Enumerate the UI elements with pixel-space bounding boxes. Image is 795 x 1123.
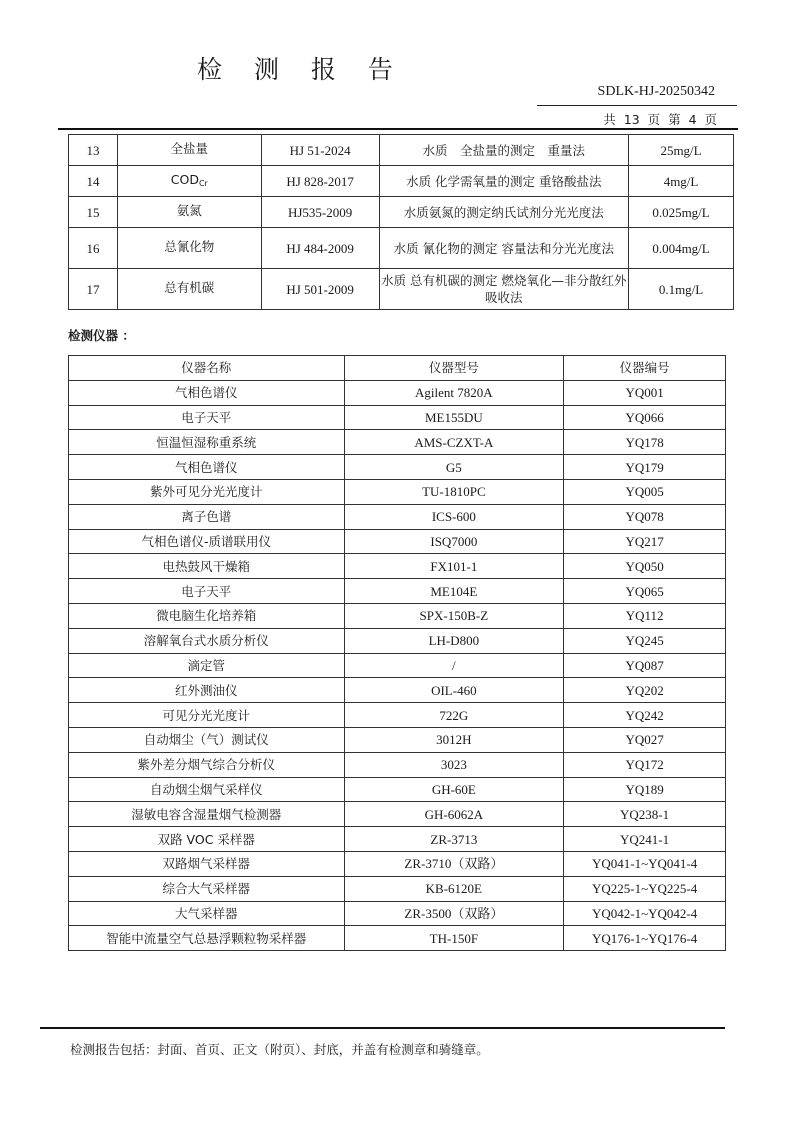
method-name: 水质 总有机碳的测定 燃烧氧化—非分散红外吸收法 [379, 269, 629, 310]
instrument-id: YQ065 [564, 579, 726, 604]
instrument-name: 气相色谱仪 [69, 380, 345, 405]
instrument-name: 电子天平 [69, 579, 345, 604]
instrument-id: YQ202 [564, 678, 726, 703]
table-row [69, 727, 726, 752]
table-row [69, 135, 734, 166]
table-row [69, 430, 726, 455]
method-name: 水质 全盐量的测定 重量法 [379, 135, 629, 166]
table-row [69, 703, 726, 728]
instrument-model: ZR-3710（双路） [344, 851, 564, 876]
instrument-name: 双路 VOC 采样器 [69, 827, 345, 852]
table-row [69, 380, 726, 405]
table-row [69, 579, 726, 604]
instrument-id: YQ242 [564, 703, 726, 728]
instrument-name: 智能中流量空气总悬浮颗粒物采样器 [69, 926, 345, 951]
method-name: 水质 化学需氧量的测定 重铬酸盐法 [379, 166, 629, 197]
instrument-id: YQ001 [564, 380, 726, 405]
instrument-model: KB-6120E [344, 876, 564, 901]
table-row [69, 926, 726, 951]
detection-limit: 25mg/L [629, 135, 734, 166]
table-row [69, 851, 726, 876]
row-number: 14 [69, 166, 118, 197]
table-row [69, 166, 734, 197]
report-number: SDLK-HJ-20250342 [597, 84, 715, 99]
row-number: 15 [69, 197, 118, 228]
instrument-id: YQ217 [564, 529, 726, 554]
instrument-name: 湿敏电容含湿量烟气检测器 [69, 802, 345, 827]
instrument-id: YQ042-1~YQ042-4 [564, 901, 726, 926]
instrument-model: ZR-3713 [344, 827, 564, 852]
instruments-table [68, 355, 726, 951]
instrument-id: YQ066 [564, 405, 726, 430]
test-item-name: 总有机碳 [164, 279, 215, 295]
table-row [69, 653, 726, 678]
instrument-id: YQ027 [564, 727, 726, 752]
row-number: 13 [69, 135, 118, 166]
instrument-model: / [344, 653, 564, 678]
test-item [117, 269, 261, 310]
instrument-model: TU-1810PC [344, 479, 564, 504]
instrument-id: YQ050 [564, 554, 726, 579]
table-row [69, 802, 726, 827]
table-row [69, 197, 734, 228]
table-row [69, 228, 734, 269]
standard-code: HJ 51-2024 [261, 135, 379, 166]
header-instrument-model: 仪器型号 [344, 356, 564, 381]
instrument-name: 可见分光光度计 [69, 703, 345, 728]
instrument-id: YQ179 [564, 455, 726, 480]
instrument-name: 气相色谱仪 [69, 455, 345, 480]
standard-code: HJ 484-2009 [261, 228, 379, 269]
detection-limit: 4mg/L [629, 166, 734, 197]
instrument-id: YQ245 [564, 628, 726, 653]
instrument-id: YQ078 [564, 504, 726, 529]
table-row [69, 405, 726, 430]
table-row [69, 752, 726, 777]
instrument-model: 3023 [344, 752, 564, 777]
table-row [69, 827, 726, 852]
instrument-model: FX101-1 [344, 554, 564, 579]
instrument-id: YQ041-1~YQ041-4 [564, 851, 726, 876]
table-row [69, 901, 726, 926]
methods-table [68, 134, 734, 310]
footer-note: 检测报告包括：封面、首页、正文（附页）、封底，并盖有检测章和骑缝章。 [70, 1042, 489, 1057]
instrument-model: GH-6062A [344, 802, 564, 827]
test-item [117, 135, 261, 166]
instrument-name: 恒温恒湿称重系统 [69, 430, 345, 455]
instrument-name: 溶解氧台式水质分析仪 [69, 628, 345, 653]
table-row [69, 504, 726, 529]
report-title: 检 测 报 告 [197, 55, 405, 84]
table-row [69, 455, 726, 480]
standard-code: HJ535-2009 [261, 197, 379, 228]
instrument-name: 微电脑生化培养箱 [69, 603, 345, 628]
detection-limit: 0.025mg/L [629, 197, 734, 228]
detection-limit: 0.1mg/L [629, 269, 734, 310]
test-item [117, 197, 261, 228]
instrument-name: 自动烟尘（气）测试仪 [69, 727, 345, 752]
instrument-name: 综合大气采样器 [69, 876, 345, 901]
header-instrument-id: 仪器编号 [564, 356, 726, 381]
header-instrument-name: 仪器名称 [69, 356, 345, 381]
instrument-name: 双路烟气采样器 [69, 851, 345, 876]
instrument-id: YQ178 [564, 430, 726, 455]
instrument-id: YQ189 [564, 777, 726, 802]
table-row [69, 876, 726, 901]
test-item-name: 氨氮 [176, 202, 202, 218]
page-info: 共 13 页 第 4 页 [603, 112, 717, 127]
instrument-name: 气相色谱仪-质谱联用仪 [69, 529, 345, 554]
instrument-model: ICS-600 [344, 504, 564, 529]
instrument-model: ME104E [344, 579, 564, 604]
footer-divider [40, 1027, 725, 1029]
instrument-model: LH-D800 [344, 628, 564, 653]
instrument-model: G5 [344, 455, 564, 480]
instrument-name: 滴定管 [69, 653, 345, 678]
instrument-id: YQ112 [564, 603, 726, 628]
instrument-name: 大气采样器 [69, 901, 345, 926]
instrument-model: Agilent 7820A [344, 380, 564, 405]
test-item [117, 228, 261, 269]
instrument-name: 电热鼓风干燥箱 [69, 554, 345, 579]
row-number: 16 [69, 228, 118, 269]
standard-code: HJ 828-2017 [261, 166, 379, 197]
method-name: 水质氨氮的测定纳氏试剂分光光度法 [379, 197, 629, 228]
table-row [69, 777, 726, 802]
instrument-model: GH-60E [344, 777, 564, 802]
table-row [69, 269, 734, 310]
instrument-id: YQ225-1~YQ225-4 [564, 876, 726, 901]
row-number: 17 [69, 269, 118, 310]
test-item-subscript: Cr [198, 178, 208, 188]
instrument-id: YQ176-1~YQ176-4 [564, 926, 726, 951]
instrument-model: 722G [344, 703, 564, 728]
instrument-model: AMS-CZXT-A [344, 430, 564, 455]
instrument-model: TH-150F [344, 926, 564, 951]
instrument-model: OIL-460 [344, 678, 564, 703]
instrument-model: ME155DU [344, 405, 564, 430]
table-row [69, 529, 726, 554]
instrument-model: ZR-3500（双路） [344, 901, 564, 926]
instrument-name: 紫外可见分光光度计 [69, 479, 345, 504]
test-item-name: 总氰化物 [164, 238, 215, 254]
table-row [69, 678, 726, 703]
instrument-id: YQ005 [564, 479, 726, 504]
instrument-id: YQ241-1 [564, 827, 726, 852]
method-name: 水质 氰化物的测定 容量法和分光光度法 [379, 228, 629, 269]
instrument-name: 离子色谱 [69, 504, 345, 529]
instrument-model: 3012H [344, 727, 564, 752]
instrument-model: ISQ7000 [344, 529, 564, 554]
instrument-name: 自动烟尘烟气采样仪 [69, 777, 345, 802]
instrument-id: YQ172 [564, 752, 726, 777]
instruments-header-row [69, 356, 726, 381]
instrument-name: 电子天平 [69, 405, 345, 430]
instrument-id: YQ238-1 [564, 802, 726, 827]
instrument-name: 红外测油仪 [69, 678, 345, 703]
table-row [69, 628, 726, 653]
header-divider-short [537, 105, 737, 106]
instrument-id: YQ087 [564, 653, 726, 678]
test-item-name: COD [170, 171, 199, 187]
instruments-section-label: 检测仪器 ： [68, 328, 135, 343]
header-divider [58, 128, 738, 130]
table-row [69, 603, 726, 628]
table-row [69, 479, 726, 504]
instrument-name: 紫外差分烟气综合分析仪 [69, 752, 345, 777]
test-item-name: 全盐量 [170, 140, 209, 156]
instrument-model: SPX-150B-Z [344, 603, 564, 628]
standard-code: HJ 501-2009 [261, 269, 379, 310]
test-item [117, 166, 261, 197]
detection-limit: 0.004mg/L [629, 228, 734, 269]
table-row [69, 554, 726, 579]
